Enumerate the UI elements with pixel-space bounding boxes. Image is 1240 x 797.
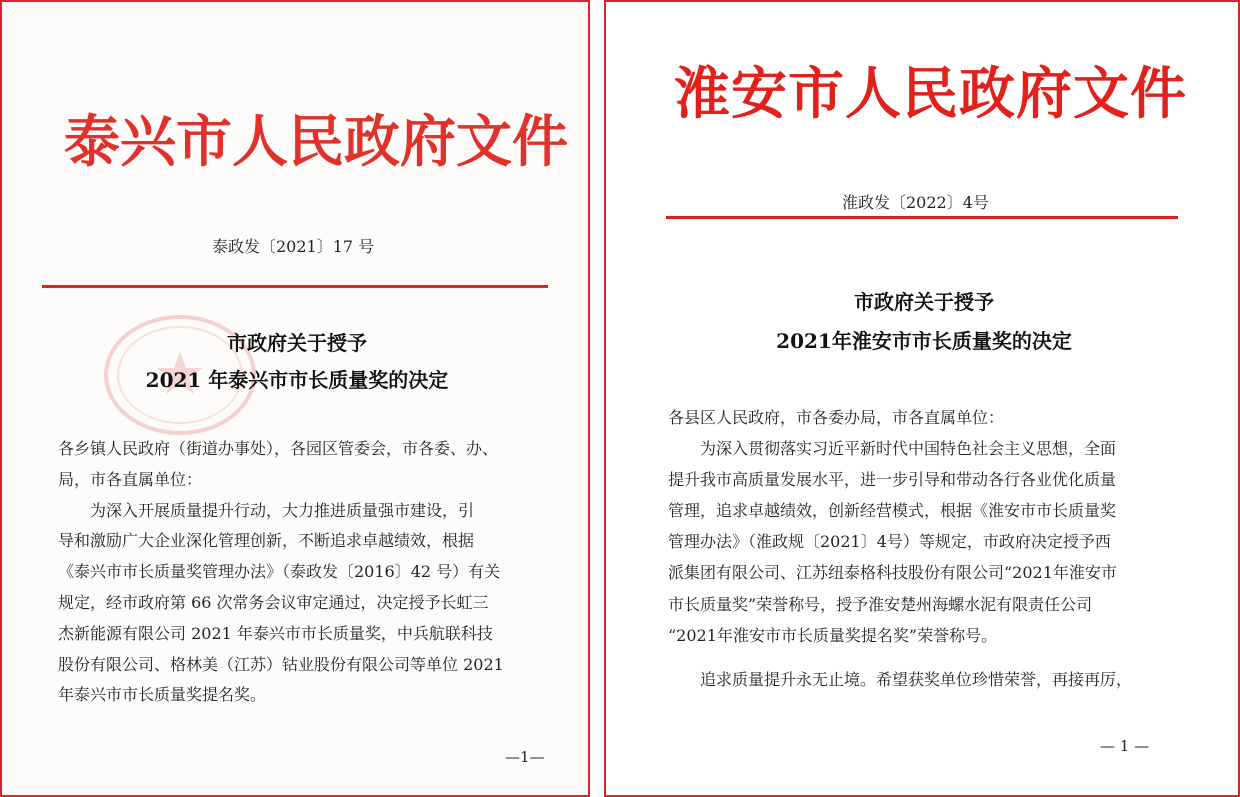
- document-number: 泰政发〔2021〕17 号: [212, 237, 375, 256]
- body-line: 杰新能源有限公司 2021 年泰兴市市长质量奖，中兵航联科技: [58, 623, 493, 643]
- body-line: 市长质量奖”荣誉称号，授予淮安楚州海螺水泥有限责任公司: [668, 594, 1093, 614]
- document-title: 淮安市人民政府文件: [674, 61, 1187, 127]
- decision-heading-line2: 2021 年泰兴市市长质量奖的决定: [145, 368, 449, 392]
- page-number: — 1 —: [1100, 737, 1150, 755]
- taixing-document: [0, 0, 590, 797]
- body-line: 各县区人民政府，市各委办局，市各直属单位：: [668, 408, 1005, 427]
- body-line: 各乡镇人民政府（街道办事处），各园区管委会，市各委、办、: [58, 439, 499, 458]
- body-line: 管理，追求卓越绩效，创新经营模式，根据《淮安市市长质量奖: [668, 501, 1117, 521]
- body-line: 为深入贯彻落实习近平新时代中国特色社会主义思想，全面: [668, 439, 1117, 459]
- document-title: 泰兴市人民政府文件: [64, 109, 568, 175]
- body-line: 管理办法》（淮政规〔2021〕4号）等规定，市政府决定授予西: [668, 532, 1111, 552]
- huaian-document: [604, 0, 1240, 797]
- body-line: 年泰兴市市长质量奖提名奖。: [58, 685, 267, 705]
- red-divider: [42, 285, 548, 288]
- body-line: 规定，经市政府第 66 次常务会议审定通过，决定授予长虹三: [58, 592, 489, 612]
- decision-heading-line1: 市政府关于授予: [854, 290, 994, 314]
- body-line: 股份有限公司、格林美（江苏）钴业股份有限公司等单位 2021: [58, 654, 504, 674]
- body-line: 导和激励广大企业深化管理创新，不断追求卓越绩效，根据: [58, 531, 475, 551]
- body-line: 提升我市高质量发展水平，进一步引导和带动各行各业优化质量: [668, 470, 1117, 490]
- decision-heading-line1: 市政府关于授予: [227, 331, 367, 355]
- page-number: —1—: [505, 748, 545, 766]
- body-line: 派集团有限公司、江苏纽泰格科技股份有限公司“2021年淮安市: [668, 563, 1117, 583]
- body-line: 追求质量提升永无止境。希望获奖单位珍惜荣誉，再接再厉，: [668, 669, 1133, 689]
- body-line: 为深入开展质量提升行动，大力推进质量强市建设，引: [58, 500, 475, 520]
- document-number: 淮政发〔2022〕4号: [842, 193, 989, 212]
- body-line: 《泰兴市市长质量奖管理办法》（泰政发〔2016〕42 号）有关: [58, 562, 501, 582]
- body-line: “2021年淮安市市长质量奖提名奖”荣誉称号。: [668, 625, 998, 645]
- red-divider: [666, 216, 1178, 219]
- body-line: 局，市各直属单位：: [58, 469, 203, 489]
- document-body: [668, 402, 1132, 695]
- document-body: [58, 434, 504, 711]
- decision-heading-line2: 2021年淮安市市长质量奖的决定: [776, 329, 1072, 353]
- body-line-spacer: [668, 651, 1132, 664]
